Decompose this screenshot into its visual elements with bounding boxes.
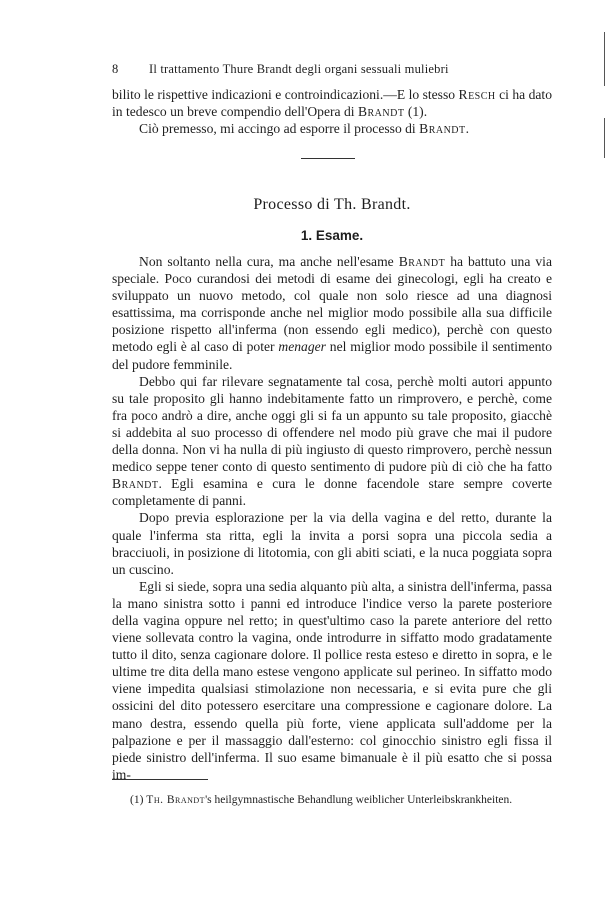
- text-run: nel miglior modo possibile il sentimento del pudore femminile.: [112, 339, 553, 372]
- author-name: Brandt: [398, 254, 446, 269]
- paragraph: [112, 253, 552, 373]
- author-name: Brandt: [419, 121, 466, 137]
- intro-paragraph-1: [112, 86, 552, 120]
- main-text: [112, 253, 552, 783]
- author-name: Brandt: [357, 104, 405, 120]
- text-run: 's heilgymnastische Behandlung weiblicher Unterleibskrankheiten.: [205, 794, 513, 806]
- subsection-title: 1. Esame.: [300, 228, 364, 243]
- scan-edge-mark: [604, 118, 605, 158]
- section-divider: [301, 158, 355, 159]
- text-run: .: [465, 121, 470, 137]
- paragraph: Egli si siede, sopra una sedia alquanto più alta, a sinistra dell'inferma, passa la mano sinistra sotto i panni ed introduce l'indice verso la parete posteriore della vagina oppure nel retto; in quest'ultimo caso la parete anteriore del retto viene sollevata contro la vagina, onde introdurre in siffatto modo gradatamente tutto il dito, senza cagionare dolore. Il pollice resta esteso e diretto in sopra, e le ultime tre dita della mano estese vengono applicate sul perineo. In siffatto modo viene impedita qualsiasi stimolazione non necessaria, e si evita pure che gli ossicini del dito potessero esercitare una compressione e cagionare dolore. La mano destra, essendo quella più forte, viene applicata sull'addome per la palpazione e per il massaggio dall'esterno: col ginocchio sinistro egli fissa il piede sinistro dell'inferma. Il suo esame bimanuale è il più esatto che si possa im-: [112, 578, 552, 782]
- author-name: Th. Brandt: [146, 794, 206, 806]
- footnote-text: [112, 793, 552, 808]
- text-run: ha battuto una via speciale. Poco curandosi dei metodi di esame dei ginecologi, egli ha creato e sviluppato un nuovo metodo, col quale non solo riesce ad una diagnosi esattissima, ma corrisponde anche nel miglior modo possibile alla sua difficile posizione rispetto all'inferma (non essendo egli medico), perchè con questo metodo egli è al caso di poter: [112, 254, 552, 355]
- footnote-divider: [112, 779, 208, 780]
- intro-paragraph-2: [112, 120, 552, 137]
- page-number: 8: [112, 62, 119, 76]
- author-name: Brandt: [112, 476, 159, 492]
- scan-edge-mark: [604, 32, 605, 86]
- italic-term: menager: [278, 339, 326, 355]
- author-name: Resch: [458, 87, 496, 102]
- section-title: Processo di Th. Brandt.: [253, 196, 411, 213]
- footnote-marker: (1): [130, 794, 144, 806]
- text-run: . Egli esamina e cura le donne facendole stare sempre coverte completamente di panni.: [112, 476, 552, 509]
- intro-text: [112, 86, 552, 137]
- footnote: [112, 793, 552, 808]
- running-title: Il trattamento Thure Brandt degli organi sessuali muliebri: [149, 62, 449, 76]
- text-run: ci ha dato in tedesco un breve compendio dell'Opera di: [112, 87, 552, 120]
- text-run: Non soltanto nella cura, ma anche nell'esame: [139, 254, 399, 269]
- text-run: (1).: [404, 104, 428, 120]
- text-run: bilito le rispettive indicazioni e controindicazioni.—E lo stesso: [112, 87, 459, 102]
- text-run: Debbo qui far rilevare segnatamente tal cosa, perchè molti autori appunto su tale proposito gli hanno indebitamente fatto un rimprovero, e perchè, come fra poco andrò a dire, anche oggi gli si fa un appunto su tale proposito, giacchè si addebita al suo processo di offendere nel modo più grave che mai il pudore della donna. Non vi ha nulla di più ingiusto di questo rimprovero, perchè nessun medico seppe tener conto di questo sentimento di pudore più di ciò che ha fatto: [112, 373, 552, 475]
- paragraph: [112, 373, 552, 510]
- text-run: Ciò premesso, mi accingo ad esporre il processo di: [139, 121, 420, 137]
- paragraph: Dopo previa esplorazione per la via della vagina e del retto, durante la quale l'inferma sta ritta, egli la invita a porsi sopra una piccola sedia a bracciuoli, in posizione di litotomia, con gli abiti sciati, e la nuca poggiata sopra un cuscino.: [112, 510, 552, 577]
